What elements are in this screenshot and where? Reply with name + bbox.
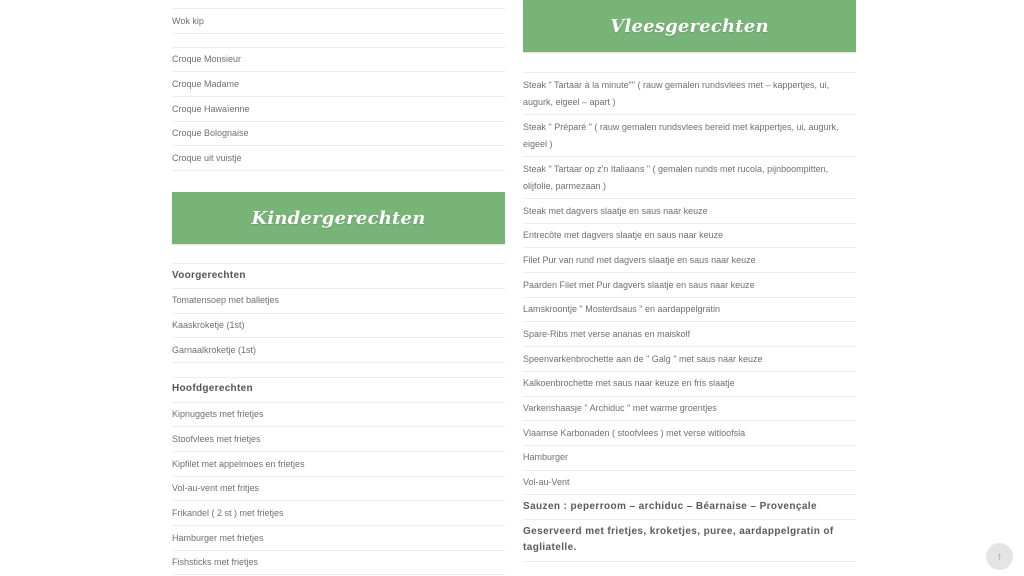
left-column [172,0,505,575]
banner-title: Kindergerechten [251,207,426,229]
menu-item: Hamburger met frietjes [172,526,505,551]
menu-item: Croque Monsieur [172,48,505,73]
menu-item: Speenvarkenbrochette aan de " Galg " met saus naar keuze [523,347,856,372]
menu-item: Steak " Tartaar à la minute"" ( rauw gemalen rundsvlees met – kappertjes, ui, augurk, eigeel – apart ) [523,73,856,115]
menu-item: Varkenshaasje " Archiduc " met warme groentjes [523,397,856,422]
menu-item: Hamburger [523,446,856,471]
menu-item: Fishsticks met frietjes [172,551,505,576]
menu-item: Kipnuggets met frietjes [172,403,505,428]
scroll-to-top-button[interactable] [986,543,1013,570]
menu-item: Steak met dagvers slaatje en saus naar keuze [523,199,856,224]
menu-item: Paarden Filet met Pur dagvers slaatje en saus naar keuze [523,273,856,298]
menu-item: Filet Pur van rund met dagvers slaatje en saus naar keuze [523,248,856,273]
menu-item: Kipfilet met appelmoes en frietjes [172,452,505,477]
kids-menu-banner [172,192,505,244]
menu-item: Wok kip [172,9,505,34]
divider [172,34,505,48]
menu-item: Croque Madame [172,72,505,97]
section-heading-starters: Voorgerechten [172,264,505,289]
section-heading-mains: Hoofdgerechten [172,378,505,403]
divider [172,244,505,264]
menu-item: Croque uit vuistje [172,146,505,171]
menu-item: Stoofvlees met frietjes [172,427,505,452]
arrow-up-icon: ↑ [996,550,1003,563]
menu-item: Spare-Ribs met verse ananas en maiskolf [523,322,856,347]
menu-item: Kalkoenbrochette met saus naar keuze en fris slaatje [523,372,856,397]
menu-item: Steak " Préparé " ( rauw gemalen rundsvlees bereid met kappertjes, ui, augurk, eigeel ) [523,115,856,157]
divider [523,52,856,73]
sauces-note: Sauzen : peperroom – archiduc – Béarnaise – Provençale [523,495,856,520]
menu-item: Garnaalkroketje (1st) [172,338,505,363]
menu-item: Vlaamse Karbonaden ( stoofvlees ) met verse witloofsla [523,421,856,446]
menu-item: Croque Hawaïenne [172,97,505,122]
menu-item: Frikandel ( 2 st ) met frietjes [172,501,505,526]
divider [172,363,505,378]
divider [172,0,505,9]
banner-title: Vleesgerechten [610,15,769,37]
menu-item: Entrecôte met dagvers slaatje en saus naar keuze [523,224,856,249]
menu-item: Steak " Tartaar op z'n Italiaans " ( gemalen runds met rucola, pijnboompitten, olijfolie, parmezaan ) [523,157,856,199]
menu-item: Tomatensoep met balletjes [172,289,505,314]
menu-item: Croque Bolognaise [172,122,505,147]
meat-dishes-banner [523,0,856,52]
menu-item: Kaaskroketje (1st) [172,314,505,339]
menu-item: Lamskroontje " Mosterdsaus " en aardappelgratin [523,298,856,323]
right-column [523,0,856,562]
menu-item: Vol-au-Vent [523,471,856,496]
served-with-note: Geserveerd met frietjes, kroketjes, puree, aardappelgratin of tagliatelle. [523,520,856,562]
menu-item: Vol-au-vent met fritjes [172,477,505,502]
